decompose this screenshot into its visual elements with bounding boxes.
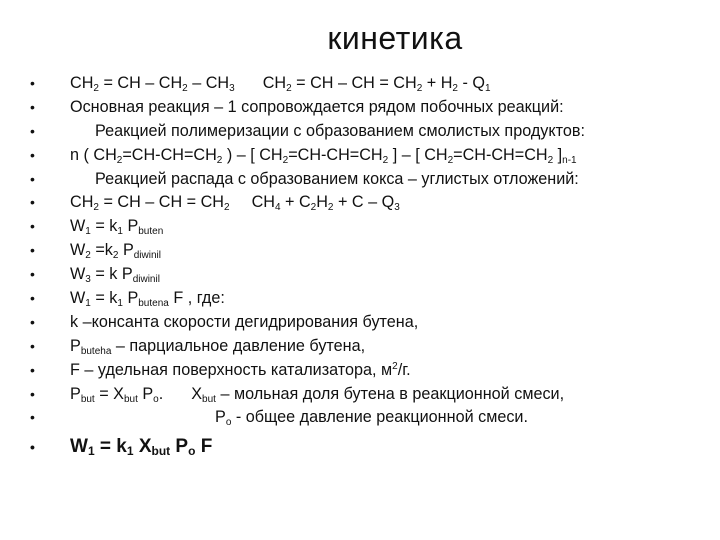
bullet-icon: • [30, 361, 35, 378]
reaction-main-equation: $CH_2$ = CH – $CH_2 - CH_3$ $CH_2$ = CH – CH = $CH_2 + H_2 - Q_1$ [70, 74, 491, 94]
list-item [30, 263, 700, 287]
list-item [30, 120, 700, 144]
bullet-icon: • [30, 242, 35, 259]
text-line: k –консанта скорости дегидрирования бутена, [70, 312, 419, 331]
list-item [30, 406, 700, 430]
bullet-icon: • [30, 290, 35, 307]
rate-equation-w3: $W_3 = k$ $P_{diwinil}$ [70, 265, 160, 286]
list-item [30, 191, 700, 215]
bullet-icon: • [30, 385, 35, 402]
bullet-icon: • [30, 75, 35, 91]
list-item [30, 72, 700, 96]
list-item [30, 311, 700, 335]
bullet-icon: • [30, 313, 35, 330]
list-item [30, 168, 700, 192]
list-item [30, 96, 700, 120]
definition-line: $P_{buteha}$ – парциальное давление бутена, [70, 336, 366, 357]
list-item [30, 287, 700, 311]
list-item [30, 383, 700, 407]
list-item [30, 432, 700, 462]
list-item [30, 144, 700, 168]
bullet-icon: • [30, 266, 35, 283]
bullet-icon: • [30, 439, 35, 456]
bullet-icon: • [30, 409, 35, 426]
list-item [30, 359, 700, 383]
bullet-icon: • [30, 98, 35, 115]
rate-equation-w2: $W_2 =k_2$ $P_{diwinil}$ [70, 241, 161, 262]
bullet-icon: • [30, 218, 35, 235]
polymerization-equation: n ( $CH_2=CH-CH=CH_2$ ) – [ $CH_2=CH-CH=CH_2$ ] – [ $CH_2=CH-CH=CH_2$ ]$_{n-1}$ [70, 145, 577, 166]
rate-equation-w1: $W_1 = k_1$ $P_{buten}$ [70, 217, 164, 238]
coking-equation: $CH_2$ = CH – CH = $CH_2$ $CH_4 + C_2H_2 + C - Q_3$ [70, 193, 400, 214]
list-item [30, 335, 700, 359]
list-item [30, 215, 700, 239]
bullet-icon: • [30, 122, 35, 139]
text-line: Основная реакция – 1 сопровождается рядом побочных реакций: [70, 97, 564, 116]
text-line: Реакцией полимеризации с образованием смолистых продуктов: [95, 121, 585, 140]
bullet-icon: • [30, 170, 35, 187]
slide-title: кинетика [327, 20, 463, 56]
bullet-icon: • [30, 194, 35, 211]
rate-equation-w1-full: $W_1 = k_1$ $P_{butena}$ F , где: [70, 289, 225, 310]
list-item [30, 239, 700, 263]
definition-line: $P_o$ - общее давление реакционной смеси. [215, 408, 528, 429]
bullet-icon: • [30, 337, 35, 354]
text-line: Реакцией распада с образованием кокса – углистых отложений: [95, 169, 579, 188]
final-rate-equation: $W_1 = k_1$ $X_{but}$ $P_o$ F [70, 436, 213, 459]
definition-line: F – удельная поверхность катализатора, $м^2/г$. [70, 360, 411, 379]
bullet-list [30, 72, 700, 462]
definition-line: $P_{but} = X_{but}$ $P_o$. $X_{but}$ – мольная доля бутена в реакционной смеси, [70, 384, 565, 405]
bullet-icon: • [30, 146, 35, 163]
